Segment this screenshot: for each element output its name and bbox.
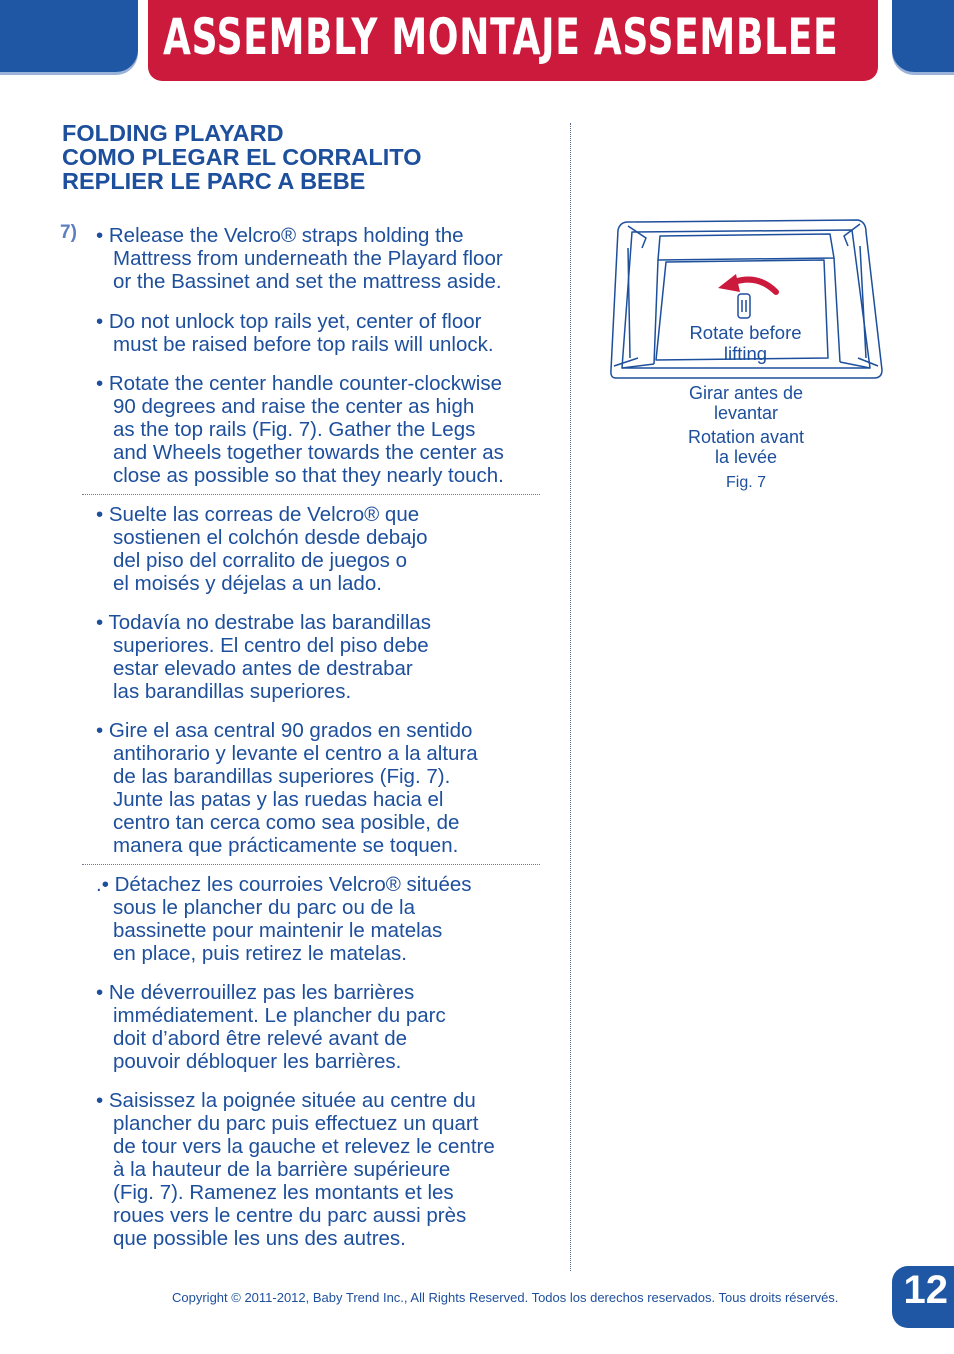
text-line: 90 degrees and raise the center as high bbox=[113, 395, 475, 418]
figure-label-line: lifting bbox=[723, 343, 768, 364]
text-line: and Wheels together towards the center as bbox=[113, 441, 504, 464]
section-title bbox=[62, 121, 421, 193]
instruction-en-1 bbox=[96, 224, 556, 293]
caption-line: Rotation avant bbox=[687, 427, 805, 447]
text-line: del piso del corralito de juegos o bbox=[113, 549, 408, 572]
text-line: as the top rails (Fig. 7). Gather the Legs bbox=[113, 418, 476, 441]
text-line: en place, puis retirez le matelas. bbox=[113, 942, 407, 965]
header-tab-right bbox=[892, 0, 954, 72]
copyright-notice: Copyright © 2011-2012, Baby Trend Inc., All Rights Reserved. Todos los derechos reservados. Tous droits réservés. bbox=[172, 1290, 839, 1305]
text-line: immédiatement. Le plancher du parc bbox=[113, 1004, 446, 1027]
caption-line: la levée bbox=[714, 447, 778, 467]
language-divider bbox=[82, 864, 540, 865]
language-divider bbox=[82, 494, 540, 495]
text-line: el moisés y déjelas a un lado. bbox=[113, 572, 382, 595]
column-divider bbox=[570, 123, 571, 1271]
text-line: de las barandillas superiores (Fig. 7). bbox=[113, 765, 451, 788]
text-line: • Rotate the center handle counter-clockwise bbox=[96, 372, 503, 395]
text-line: • Todavía no destrabe las barandillas bbox=[96, 611, 432, 634]
text-line: • Ne déverrouillez pas les barrières bbox=[96, 981, 415, 1004]
text-line: manera que prácticamente se toquen. bbox=[113, 834, 459, 857]
text-line: de tour vers la gauche et relevez le centre bbox=[113, 1135, 495, 1158]
text-line: roues vers le centre du parc aussi près bbox=[113, 1204, 467, 1227]
text-line: • Saisissez la poignée située au centre du bbox=[96, 1089, 476, 1112]
caption-line: levantar bbox=[713, 403, 779, 423]
text-line: • Do not unlock top rails yet, center of floor bbox=[96, 310, 482, 333]
instruction-es-2 bbox=[96, 611, 556, 703]
instruction-fr-3 bbox=[96, 1089, 556, 1250]
text-line: or the Bassinet and set the mattress aside. bbox=[113, 270, 502, 293]
text-line: (Fig. 7). Ramenez les montants et les bbox=[113, 1181, 454, 1204]
text-line: • Suelte las correas de Velcro® que bbox=[96, 503, 420, 526]
text-line: • Gire el asa central 90 grados en sentido bbox=[96, 719, 473, 742]
text-line: must be raised before top rails will unlock. bbox=[113, 333, 494, 356]
text-line: bassinette pour maintenir le matelas bbox=[113, 919, 443, 942]
text-line: .• Détachez les courroies Velcro® situées bbox=[96, 873, 472, 896]
text-line: à la hauteur de la barrière supérieure bbox=[113, 1158, 451, 1181]
section-title-en: FOLDING PLAYARD bbox=[62, 120, 284, 146]
text-line: sous le plancher du parc ou de la bbox=[113, 896, 416, 919]
section-title-fr: REPLIER LE PARC A BEBE bbox=[62, 168, 366, 194]
instruction-es-3 bbox=[96, 719, 556, 857]
text-line: • Release the Velcro® straps holding the bbox=[96, 224, 464, 247]
figure-label-en bbox=[668, 322, 823, 364]
figure-label-line: Rotate before bbox=[689, 322, 802, 343]
text-line: Junte las patas y las ruedas hacia el bbox=[113, 788, 444, 811]
text-line: doit d’abord être relevé avant de bbox=[113, 1027, 408, 1050]
instruction-en-3 bbox=[96, 372, 556, 487]
instruction-en-2 bbox=[96, 310, 556, 356]
instruction-fr-1 bbox=[96, 873, 556, 965]
page-number: 12 bbox=[903, 1268, 948, 1312]
text-line: plancher du parc puis effectuez un quart bbox=[113, 1112, 479, 1135]
text-line: sostienen el colchón desde debajo bbox=[113, 526, 428, 549]
figure-caption-fr bbox=[640, 427, 852, 467]
header-tab-left bbox=[0, 0, 138, 72]
text-line: que possible les uns des autres. bbox=[113, 1227, 406, 1250]
figure-number: Fig. 7 bbox=[725, 474, 766, 491]
caption-line: Girar antes de bbox=[688, 383, 804, 403]
text-line: estar elevado antes de destrabar bbox=[113, 657, 413, 680]
step-number: 7) bbox=[60, 222, 77, 243]
instruction-fr-2 bbox=[96, 981, 556, 1073]
instruction-es-1 bbox=[96, 503, 556, 595]
page-title: ASSEMBLY MONTAJE ASSEMBLEE bbox=[163, 8, 839, 66]
section-title-es: COMO PLEGAR EL CORRALITO bbox=[62, 144, 422, 170]
text-line: close as possible so that they nearly touch. bbox=[113, 464, 504, 487]
text-line: superiores. El centro del piso debe bbox=[113, 634, 429, 657]
text-line: pouvoir débloquer les barrières. bbox=[113, 1050, 402, 1073]
text-line: antihorario y levante el centro a la altura bbox=[113, 742, 478, 765]
text-line: centro tan cerca como sea posible, de bbox=[113, 811, 460, 834]
figure-caption-es bbox=[640, 383, 852, 423]
text-line: las barandillas superiores. bbox=[113, 680, 352, 703]
text-line: Mattress from underneath the Playard floor bbox=[113, 247, 503, 270]
